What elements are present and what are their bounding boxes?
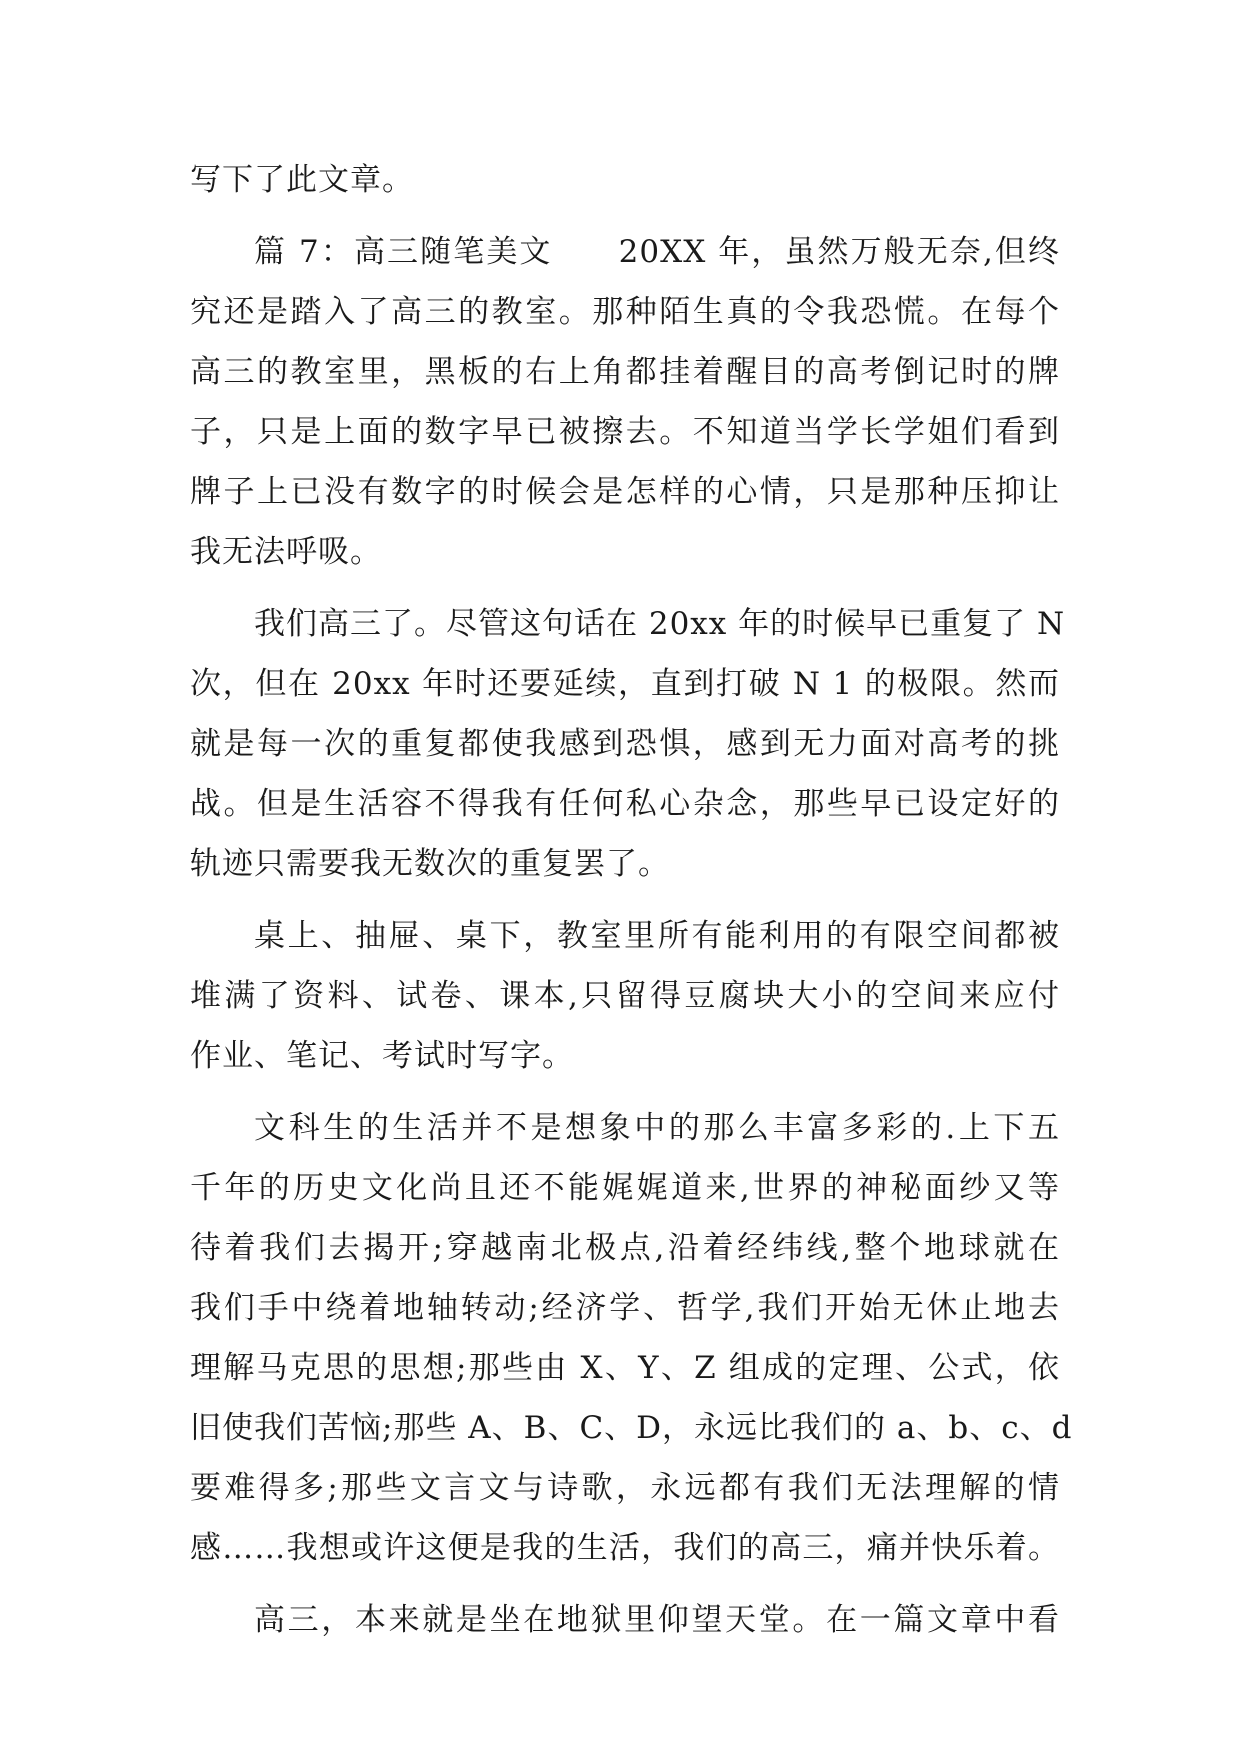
- paragraph-line: 次，但在 20xx 年时还要延续，直到打破 N 1 的极限。然而: [190, 666, 1060, 702]
- paragraph-line: 子，只是上面的数字早已被擦去。不知道当学长学姐们看到: [190, 414, 1060, 450]
- paragraph-line: 篇 7：高三随笔美文 20XX 年，虽然万般无奈,但终: [254, 234, 1060, 270]
- paragraph-line: 待着我们去揭开;穿越南北极点,沿着经纬线,整个地球就在: [190, 1230, 1060, 1266]
- paragraph-line: 千年的历史文化尚且还不能娓娓道来,世界的神秘面纱又等: [190, 1170, 1060, 1206]
- paragraph-line: 旧使我们苦恼;那些 A、B、C、D，永远比我们的 a、b、c、d: [190, 1410, 1073, 1446]
- paragraph-line: 高三，本来就是坐在地狱里仰望天堂。在一篇文章中看: [254, 1602, 1060, 1638]
- paragraph-line: 轨迹只需要我无数次的重复罢了。: [190, 846, 670, 882]
- paragraph-line: 理解马克思的思想;那些由 X、Y、Z 组成的定理、公式，依: [190, 1350, 1060, 1386]
- paragraph-line: 文科生的生活并不是想象中的那么丰富多彩的.上下五: [254, 1110, 1060, 1146]
- paragraph-line: 堆满了资料、试卷、课本,只留得豆腐块大小的空间来应付: [190, 978, 1060, 1014]
- paragraph-line: 写下了此文章。: [190, 162, 414, 198]
- body-text: [190, 150, 1073, 1650]
- paragraph-line: 牌子上已没有数字的时候会是怎样的心情，只是那种压抑让: [190, 474, 1060, 510]
- paragraph-line: 究还是踏入了高三的教室。那种陌生真的令我恐慌。在每个: [190, 294, 1060, 330]
- paragraph-line: 桌上、抽屉、桌下，教室里所有能利用的有限空间都被: [254, 918, 1060, 954]
- paragraph-line: 我们高三了。尽管这句话在 20xx 年的时候早已重复了 N: [254, 606, 1066, 642]
- paragraph-line: 高三的教室里，黑板的右上角都挂着醒目的高考倒记时的牌: [190, 354, 1060, 390]
- paragraph-line: 作业、笔记、考试时写字。: [190, 1038, 574, 1074]
- paragraph-line: 我们手中绕着地轴转动;经济学、哲学,我们开始无休止地去: [190, 1290, 1060, 1326]
- paragraph-line: 战。但是生活容不得我有任何私心杂念，那些早已设定好的: [190, 786, 1060, 822]
- paragraph-line: 就是每一次的重复都使我感到恐惧，感到无力面对高考的挑: [190, 726, 1060, 762]
- paragraph-line: 要难得多;那些文言文与诗歌，永远都有我们无法理解的情: [190, 1470, 1060, 1506]
- paragraph-line: 我无法呼吸。: [190, 534, 382, 570]
- paragraph-line: 感……我想或许这便是我的生活，我们的高三，痛并快乐着。: [190, 1530, 1060, 1566]
